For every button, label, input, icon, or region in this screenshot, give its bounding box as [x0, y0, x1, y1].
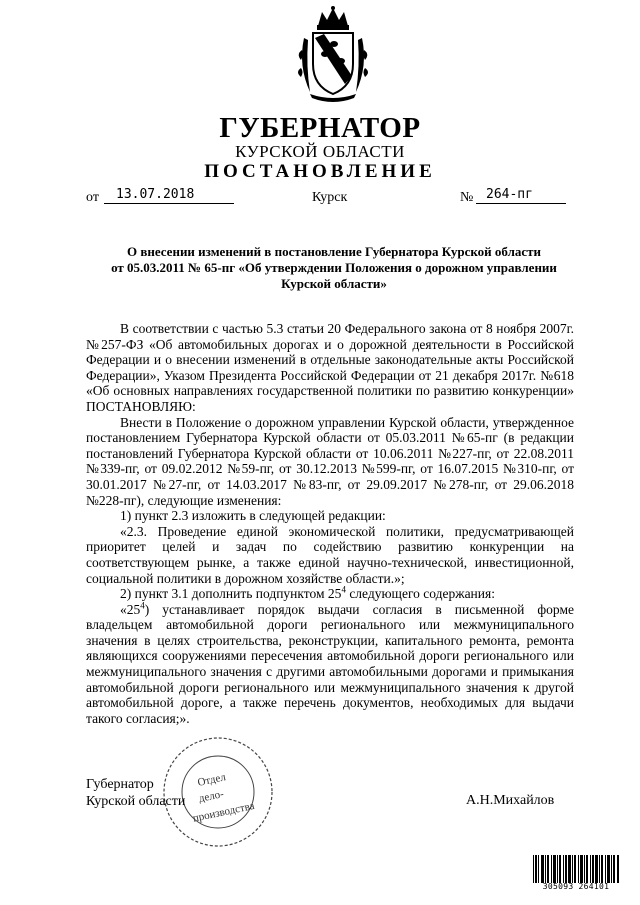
subitem-text-start: «25 — [120, 601, 141, 617]
date-value: 13.07.2018 — [116, 187, 195, 202]
number-value: 264-пг — [486, 187, 533, 202]
paragraph-amendments: Внести в Положение о дорожном управлении Курской области, утвержденное постановлением Губернатора Курской области от 05.03.2011 №65-пг (в редакции постановлений Губернатора Курской области от 10.06.2011 №227-пг, от 22.08.2011 №339-пг, от 09.02.2012 №59-пг, от 30.12.2013 №599-пг, от 16.07.2015 №310-пг, от 30.01.2017 №27-пг, от 14.03.2017 №83-пг, от 29.09.2017 №278-пг, от 29.06.2018 №228-пг), следующие изменения: — [86, 414, 574, 508]
heading-line-3: Курской области» — [281, 276, 387, 291]
issuer-title: ГУБЕРНАТОР — [219, 112, 421, 144]
date-field — [104, 185, 234, 204]
date-label: от — [86, 190, 99, 205]
signatory-name: А.Н.Михайлов — [466, 793, 555, 808]
number-field — [476, 185, 566, 204]
paragraph-preamble: В соответствии с частью 5.3 статьи 20 Федерального закона от 8 ноября 2007г. №257-ФЗ «Об автомобильных дорогах и о дорожной деятельности в Российской Федерации и о внесении изменений в отдельные законодательные акты Российской Федерации», Указом Президента Российской Федерации от 21 декабря 2017г. №618 «Об основных направлениях государственной политики по развитию конкуренции» ПОСТАНОВЛЯЮ: — [86, 321, 574, 414]
heading-line-2: от 05.03.2011 № 65-пг «Об утверждении Положения о дорожном управлении — [111, 260, 557, 275]
barcode-number: 305093 264101 — [542, 882, 610, 891]
city-name: Курск — [312, 190, 348, 205]
stamp-line-2: дело- — [197, 787, 225, 805]
issuer-region: КУРСКОЙ ОБЛАСТИ — [235, 142, 405, 161]
document-body — [86, 321, 574, 726]
paragraph-item-2-text — [86, 602, 574, 727]
item-2-superscript: 4 — [341, 584, 346, 595]
paragraph-item-2 — [86, 586, 574, 602]
kursk-coat-of-arms-icon — [296, 6, 370, 106]
paragraph-item-1: 1) пункт 2.3 изложить в следующей редакции: — [120, 508, 386, 524]
signatory-position-line-2: Курской области — [86, 794, 186, 809]
subitem-text-end: ) устанавливает порядок выдачи согласия в письменной форме владельцем автомобильной дороги регионального или межмуниципального значения в целях строительства, реконструкции, капитального ремонта, ремонта являющихся сооружениями пересечения автомобильной дороги регионального или межмуниципального значения с другими автомобильными дорогами и примыкания автомобильной дороги регионального или межмуниципального значения к другой автомобильной дороге, а также перечень документов, необходимых для выдачи такого согласия;». — [86, 601, 574, 726]
signatory-position — [86, 776, 185, 810]
number-label: № — [460, 190, 474, 205]
document-heading — [80, 244, 588, 292]
heading-line-1: О внесении изменений в постановление Губернатора Курской области — [126, 244, 542, 259]
document-type: ПОСТАНОВЛЕНИЕ — [204, 161, 436, 182]
subitem-superscript: 4 — [140, 600, 145, 611]
paragraph-item-1-text: «2.3. Проведение единой экономической политики, предусматривающей приоритет целей и задач по содействию развитию конкуренции на соответствующем рынке, а также единой научно-технической, инвестиционной, социальной политики в дорожном хозяйстве области.»; — [86, 523, 574, 586]
item-2-text-start: 2) пункт 3.1 дополнить подпунктом 25 — [120, 586, 342, 602]
stamp-line-1: Отдел — [196, 771, 227, 789]
stamp-line-3: производства — [191, 799, 256, 825]
signatory-position-line-1: Губернатор — [86, 777, 154, 792]
item-2-text-end: следующего содержания: — [345, 586, 495, 602]
